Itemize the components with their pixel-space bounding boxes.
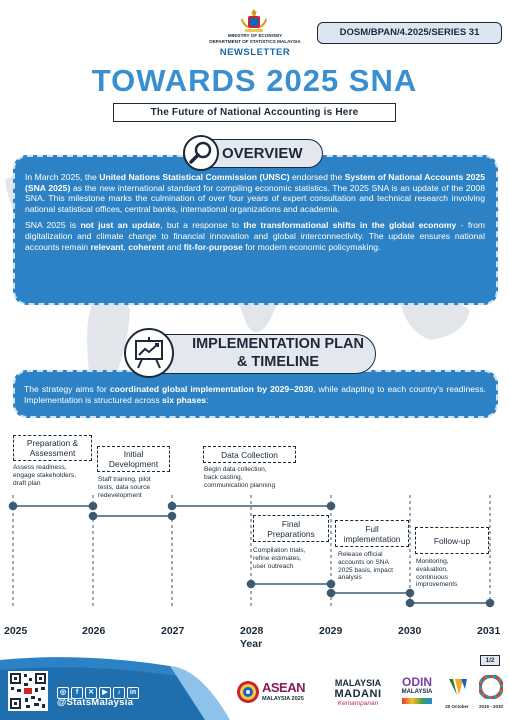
phase-desc-line: engage stakeholders,	[13, 471, 77, 479]
phase-title-line: Initial	[123, 449, 144, 459]
phase-title-line: Preparations	[267, 528, 315, 539]
phase-title-line: Development	[108, 459, 159, 469]
tiktok-icon[interactable]: ♪	[113, 687, 125, 699]
madani-line2: MADANI	[334, 688, 382, 700]
page-number: 1/2	[480, 655, 500, 666]
ministry-line2: DEPARTMENT OF STATISTICS MALAYSIA	[209, 39, 301, 44]
text-run: The strategy aims for	[24, 384, 110, 394]
phase-desc-line: Release official	[338, 551, 383, 558]
asean-wordmark: ASEAN	[262, 680, 306, 695]
phase-desc-line: communication planning	[204, 481, 276, 489]
odin-logo	[398, 676, 436, 712]
asean-malaysia-logo	[236, 676, 318, 710]
overview-text	[25, 172, 485, 258]
phase-desc-line: redevelopment	[98, 491, 142, 499]
phase-box-initial-development	[97, 446, 170, 472]
emphasis: relevant	[90, 241, 124, 252]
phase-desc-line: accounts on SNA	[338, 558, 389, 566]
phase-desc-line: evaluation,	[416, 565, 448, 573]
sna-emphasis: System of National Accounts 2025 (SNA 2025)	[25, 172, 486, 193]
phase-title-line: Assessment	[29, 448, 76, 458]
malaysia-crest-icon	[239, 8, 269, 34]
phase-desc-line: tests, data source	[98, 483, 151, 491]
x-icon[interactable]: ✕	[85, 687, 97, 699]
phase-end-dot	[407, 590, 414, 597]
phase-title-line: Preparation &	[26, 438, 79, 448]
unsc-emphasis: United Nations Statistical Commission (UNSC)	[99, 172, 290, 182]
implementation-heading-line2: & TIMELINE	[236, 354, 320, 370]
newsletter-label: NEWSLETTER	[219, 47, 291, 58]
phase-start-dot	[10, 503, 17, 510]
text-run: as the new international standard for compiling economic statistics. The 2025 SNA is an update of the 2008 SNA. This milestone marks the culmination of over four years of expert consultation and technical research involving national statistical offices, central banks, international organizations and academia.	[25, 182, 485, 214]
page-title: TOWARDS 2025 SNA	[91, 63, 418, 98]
ministry-line1: MINISTRY OF ECONOMY	[227, 33, 283, 38]
sdg-years: 2016 - 2030	[478, 704, 504, 709]
phase-desc-line: continuous	[416, 573, 448, 581]
world-statistics-day-logo	[442, 675, 472, 713]
sdg-wheel-icon	[479, 675, 503, 699]
phase-start-dot	[90, 513, 97, 520]
timeline-axis-title: Year	[240, 638, 263, 650]
odin-subtext: MALAYSIA	[401, 689, 433, 695]
phase-box-data-collection	[203, 446, 296, 463]
implementation-text	[24, 384, 486, 406]
phase-desc-line: user outreach	[253, 562, 294, 570]
emphasis: the transformational shifts in the global economy	[243, 220, 457, 231]
text-run: and	[164, 241, 184, 252]
text-run: - from digitalization and climate change to financial innovation and global interconnectivity. The update ensures national accounts remain	[25, 220, 486, 252]
phase-desc-line: analysis	[338, 574, 362, 582]
phase-end-dot	[169, 513, 176, 520]
magnifier-icon	[185, 137, 217, 169]
phase-end-dot	[487, 600, 494, 607]
phase-desc-line: Monitoring,	[416, 558, 449, 565]
phase-start-dot	[248, 581, 255, 588]
linkedin-icon[interactable]: in	[127, 687, 139, 699]
phase-title-line: Final	[281, 518, 301, 529]
text-run: for modern economic policymaking.	[242, 241, 381, 252]
text-run: , but a response to	[160, 220, 244, 231]
text-run: endorsed the	[289, 172, 345, 182]
year-label: 2026	[82, 625, 106, 637]
phase-end-dot	[328, 581, 335, 588]
year-label: 2029	[319, 625, 343, 637]
emphasis: coherent	[128, 241, 165, 252]
phase-end-dot	[328, 503, 335, 510]
phase-desc-line: Staff training, pilot	[98, 476, 151, 483]
text-run: ,	[123, 241, 129, 252]
series-code-badge: DOSM/BPAN/4.2025/SERIES 31	[317, 22, 502, 44]
phase-desc-line: improvements	[416, 581, 458, 589]
text-run: :	[206, 395, 209, 405]
odin-color-bar	[402, 698, 432, 704]
phase-box-preparation	[13, 435, 92, 461]
phase-desc-preparation	[13, 464, 93, 487]
year-label: 2027	[161, 625, 185, 637]
year-label: 2030	[398, 625, 422, 637]
phase-end-dot	[90, 503, 97, 510]
presentation-chart-icon	[126, 330, 172, 376]
overview-paragraph-1	[25, 172, 485, 214]
year-label: 2031	[477, 625, 501, 637]
phase-desc-line: 2025 basis, impact	[338, 566, 393, 574]
malaysia-madani-logo	[323, 678, 393, 712]
social-handle[interactable]: @StatsMalaysia	[57, 697, 134, 708]
phase-desc-line: refine estimates,	[253, 554, 302, 562]
youtube-icon[interactable]: ▶	[99, 687, 111, 699]
text-run: SNA 2025 is	[25, 220, 81, 231]
asean-emblem-icon	[236, 680, 260, 704]
overview-paragraph-2	[25, 220, 485, 252]
instagram-icon[interactable]: ◎	[57, 687, 69, 699]
emphasis: coordinated global implementation by 2029–2030	[109, 384, 314, 394]
phase-title-line: Full	[365, 523, 379, 534]
phase-desc-line: Compilation trials,	[253, 547, 306, 554]
phase-title-line: implementation	[343, 533, 401, 544]
phase-desc-line: Begin data collection,	[204, 466, 267, 473]
page-subtitle: The Future of National Accounting is Here	[113, 103, 396, 122]
text-run: In March 2025, the	[25, 172, 100, 182]
phase-desc-line: Assess readiness,	[13, 464, 67, 471]
phase-desc-line: back casting,	[204, 473, 243, 481]
emphasis: not just an update	[80, 220, 161, 231]
year-label: 2025	[4, 625, 28, 637]
madani-line1: MALAYSIA	[334, 678, 382, 688]
phase-desc-line: draft plan	[13, 479, 41, 487]
qr-code-icon	[8, 671, 48, 711]
implementation-icon-circle	[124, 328, 174, 378]
statistics-day-emblem-icon	[445, 675, 469, 699]
phase-start-dot	[328, 590, 335, 597]
phase-title-line: Data Collection	[221, 449, 278, 460]
phase-title-line: Follow-up	[433, 535, 471, 546]
statistics-day-date: 20 October	[445, 704, 469, 709]
implementation-heading-line1: IMPLEMENTATION PLAN	[192, 336, 364, 352]
overview-heading: OVERVIEW	[222, 145, 303, 162]
phase-start-dot	[407, 600, 414, 607]
overview-icon-circle	[183, 135, 219, 171]
phase-start-dot	[169, 503, 176, 510]
facebook-icon[interactable]: f	[71, 687, 83, 699]
year-label: 2028	[240, 625, 264, 637]
implementation-heading	[178, 335, 378, 371]
odin-wordmark: ODIN	[402, 675, 432, 689]
timeline-chart	[0, 495, 509, 610]
asean-subtext: MALAYSIA 2025	[262, 696, 304, 702]
madani-tagline: Kemampanan	[337, 700, 379, 707]
emphasis: six phases	[162, 395, 206, 405]
emphasis: fit-for-purpose	[183, 241, 243, 252]
text-run: , while adapting to each country's readiness. Implementation is structured across	[24, 384, 487, 405]
phase-desc-data-collection	[204, 466, 299, 489]
sdg-logo	[476, 675, 506, 713]
